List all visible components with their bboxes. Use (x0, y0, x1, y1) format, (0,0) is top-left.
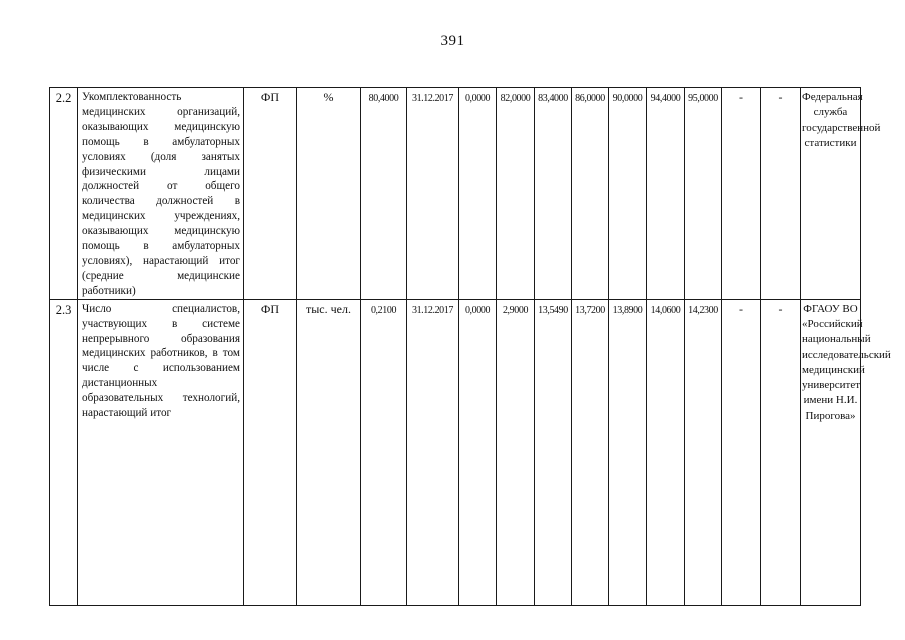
year-value: 14,2300 (685, 299, 722, 605)
table-row (50, 88, 861, 300)
year-value: 90,0000 (609, 88, 647, 300)
data-source: Федеральная служба государственной статистики (801, 88, 861, 300)
indicator-description: Укомплектованность медицинских организаций, оказывающих медицинскую помощь в амбулаторных условиях (доля занятых физическими лицами должностей от общего количества должностей в медицинских учреждениях, оказывающих медицинскую помощь в амбулаторных условиях), нарастающий итог (средние медицинские работники) (78, 88, 244, 300)
year-value: 0,0000 (459, 88, 497, 300)
year-value: 13,8900 (609, 299, 647, 605)
year-value: 94,4000 (647, 88, 685, 300)
year-value: 95,0000 (685, 88, 722, 300)
year-value: 82,0000 (497, 88, 535, 300)
extra-cell: - (761, 88, 801, 300)
data-source: ФГАОУ ВО «Российский национальный исследовательский медицинский университет имени Н.И. Пирогова» (801, 299, 861, 605)
indicators-table (49, 87, 891, 606)
year-value: 0,0000 (459, 299, 497, 605)
base-value: 0,2100 (361, 299, 407, 605)
base-date: 31.12.2017 (407, 299, 459, 605)
row-number: 2.2 (50, 88, 78, 300)
indicator-unit: тыс. чел. (297, 299, 361, 605)
year-value: 14,0600 (647, 299, 685, 605)
indicator-type: ФП (244, 299, 297, 605)
year-value: 13,5490 (535, 299, 572, 605)
base-date: 31.12.2017 (407, 88, 459, 300)
year-value: 83,4000 (535, 88, 572, 300)
page-number: 391 (440, 33, 465, 49)
table-row (50, 299, 861, 605)
extra-cell: - (761, 299, 801, 605)
row-number: 2.3 (50, 299, 78, 605)
extra-cell: - (722, 299, 761, 605)
indicator-description: Число специалистов, участвующих в системе непрерывного образования медицинских работников, в том числе с использованием дистанционных образовательных технологий, нарастающий итог (78, 299, 244, 605)
year-value: 86,0000 (572, 88, 609, 300)
indicator-unit: % (297, 88, 361, 300)
year-value: 2,9000 (497, 299, 535, 605)
base-value: 80,4000 (361, 88, 407, 300)
year-value: 13,7200 (572, 299, 609, 605)
indicator-type: ФП (244, 88, 297, 300)
extra-cell: - (722, 88, 761, 300)
